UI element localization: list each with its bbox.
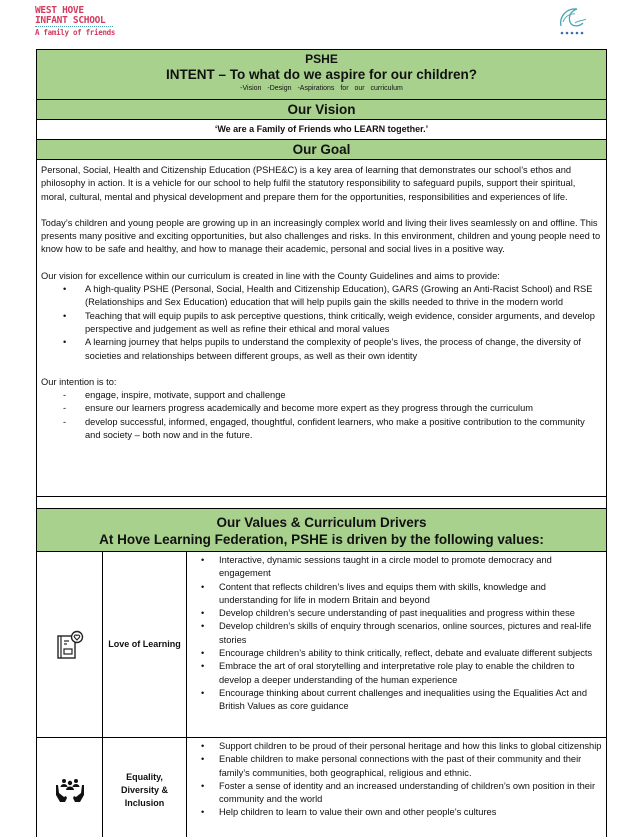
value-icon-cell <box>37 552 103 737</box>
goal-paragraph-1: Personal, Social, Health and Citizenship Education (PSHE&C) is a key area of learning that demonstrates our school’s ethos and philosophy in action. It is a vehicle for our school to help fulfil the statutory responsibility to safeguard pupils, support their spiritual, moral, cultural, mental and physical development and prepare them for the opportunities, responsibilities and experiences of life. <box>41 165 576 202</box>
intention-intro: Our intention is to: <box>41 376 117 387</box>
intention-list <box>41 389 602 442</box>
list-item: • A high-quality PSHE (Personal, Social, Health and Citizenship Education), GARS (Growing an Anti-Racist School) and RSE (Relationships and Sex Education) education that will help pupils gain the skills needed to thrive in the modern world <box>63 284 593 308</box>
goal-body <box>37 160 606 497</box>
vision-intro: Our vision for excellence within our curriculum is created in line with the County Guidelines and aims to provide: <box>41 270 500 281</box>
list-item: • Teaching that will equip pupils to ask perceptive questions, think critically, weigh evidence, consider arguments, and develop perspective and judgement as well as refine their ethical and moral values <box>63 310 595 334</box>
values-subheading: At Hove Learning Federation, PSHE is driven by the following values: <box>99 532 544 547</box>
value-row-love-of-learning <box>37 552 606 738</box>
title-band <box>37 50 606 100</box>
list-item: - ensure our learners progress academically and become more expert as they progress through the curriculum <box>63 403 534 414</box>
goal-paragraph-2: Today’s children and young people are growing up in an increasingly complex world and living their lives seamlessly on and offline. This presents many positive and exciting opportunities, but also challenges and risks. In this environment, children and young people need to know how to be safe and healthy, and how to manage their academic, personal and social lives in a positive way. <box>41 217 601 255</box>
list-item: - develop successful, informed, engaged, thoughtful, confident learners, who make a positive contribution to the community and society – both now and in the future. <box>63 416 585 441</box>
list-item: - engage, inspire, motivate, support and challenge <box>63 390 286 401</box>
school-logo-line1: WEST HOVE <box>35 5 84 16</box>
value-name: Love of Learning <box>103 552 187 737</box>
list-item: • Content that reflects children’s lives and equips them with skills, knowledge and understanding for life in modern Britain and beyond <box>201 581 546 605</box>
hands-people-icon <box>54 775 86 805</box>
section-spacer <box>37 497 606 509</box>
list-item: • Help children to learn to value their own and other people’s cultures <box>201 807 497 818</box>
value-icon-cell <box>37 738 103 837</box>
list-item: • Enable children to make personal connections with the past of their community and their family’s communities, both geographical, religious and ethnic. <box>201 754 582 778</box>
vision-bullet-list <box>41 283 602 363</box>
subject-title: PSHE <box>305 52 338 66</box>
school-tagline: A family of friends <box>35 28 116 37</box>
value-bullets <box>187 552 606 737</box>
vision-heading: Our Vision <box>37 100 606 120</box>
list-item: • Develop children’s secure understanding of past inequalities and progress within these <box>201 608 575 619</box>
values-heading-band <box>37 509 606 552</box>
intent-heading: INTENT – To what do we aspire for our children? <box>165 67 478 82</box>
list-item: • Interactive, dynamic sessions taught in a circle model to promote democracy and engagement <box>201 555 552 579</box>
intent-subheading: -Vision -Design -Aspirations for our curriculum <box>240 85 403 92</box>
vision-statement: ‘We are a Family of Friends who LEARN together.’ <box>37 120 606 140</box>
list-item: • Support children to be proud of their personal heritage and how this links to global citizenship <box>201 741 602 751</box>
list-item: • A learning journey that helps pupils to understand the complexity of people’s lives, the process of change, the diversity of societies and relationships between different groups, as well as their own identity <box>63 337 581 361</box>
goal-heading: Our Goal <box>37 140 606 160</box>
list-item: • Encourage thinking about current challenges and inequalities using the Equalities Act and British Values as core guidance <box>201 687 587 712</box>
wave-logo-icon <box>553 4 591 38</box>
list-item: • Foster a sense of identity and an increased understanding of children’s own position in their community and the world <box>201 780 596 805</box>
page-header <box>0 0 629 50</box>
school-logo <box>35 6 115 37</box>
list-item: • Develop children’s skills of enquiry through scenarios, online sources, pictures and real-life stories <box>201 621 592 645</box>
book-heart-icon <box>55 630 85 660</box>
values-heading: Our Values & Curriculum Drivers <box>216 515 427 530</box>
pshe-intent-document <box>36 49 607 837</box>
value-row-equality-diversity-inclusion <box>37 738 606 837</box>
school-logo-line2: INFANT SCHOOL <box>35 14 106 26</box>
list-item: • Encourage children’s ability to think critically, reflect, debate and evaluate different subjects <box>201 648 593 659</box>
list-item: • Embrace the art of oral storytelling and interpretative role play to enable the children to develop a deeper understanding of the human experience <box>201 661 575 685</box>
value-bullets <box>187 738 606 837</box>
value-name: Equality, Diversity & Inclusion <box>103 738 187 837</box>
